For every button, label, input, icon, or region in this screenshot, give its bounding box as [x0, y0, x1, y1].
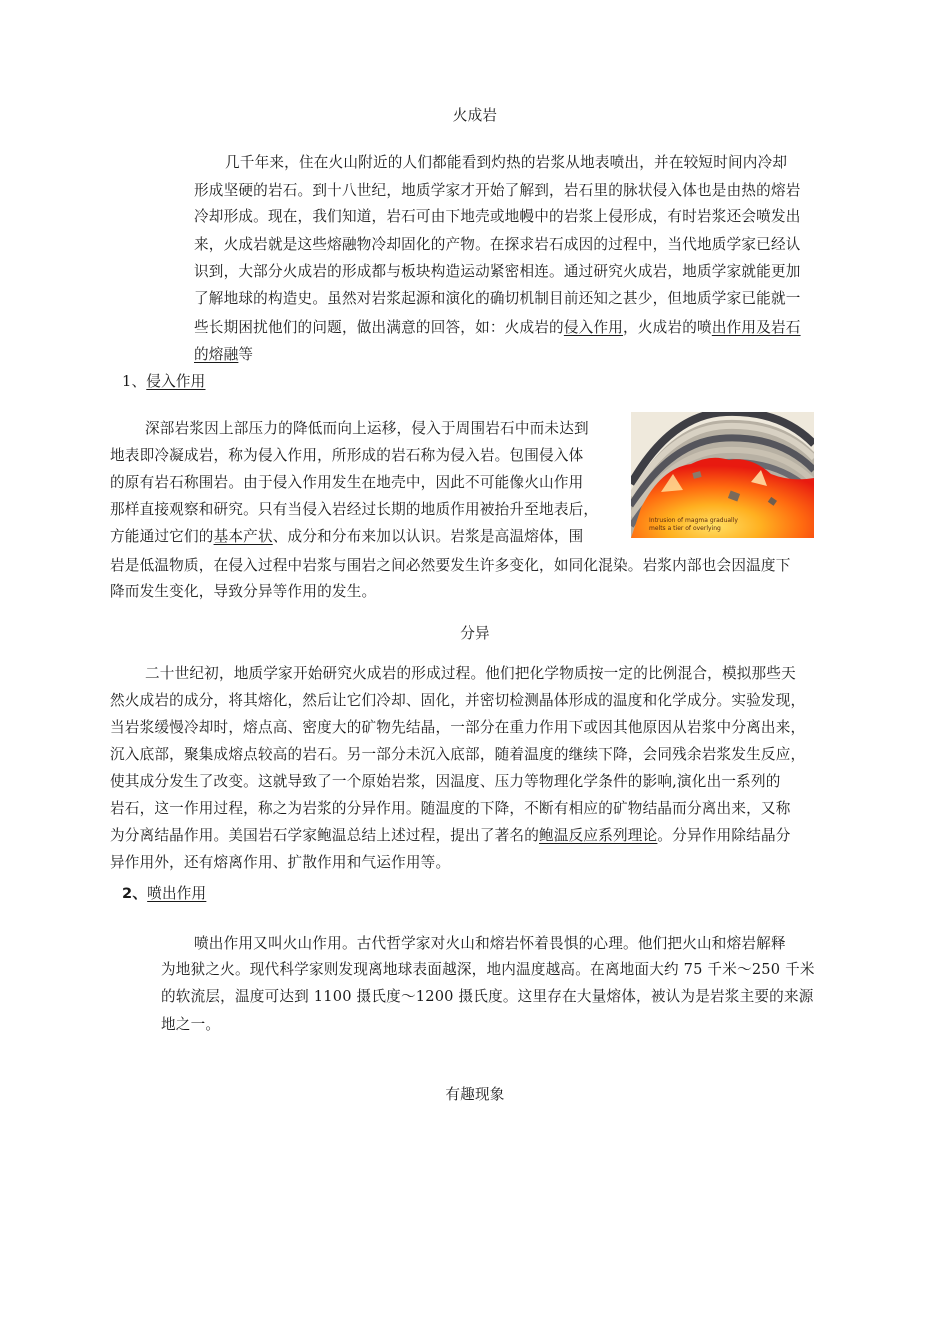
section-heading-intrusion: [122, 370, 205, 391]
figure-caption: Intrusion of magma gradually: [649, 517, 738, 524]
section-title-link[interactable]: 喷出作用: [147, 885, 207, 902]
eruption-line: 为地狱之火。现代科学家则发现离地球表面越深，地内温度越高。在离地面大约 75 千米～250 千米: [161, 961, 815, 978]
differentiation-line: 使其成分发生了改变。这就导致了一个原始岩浆，因温度、压力等物理化学条件的影响,演化出一系列的: [110, 773, 781, 790]
differentiation-line: 二十世纪初，地质学家开始研究火成岩的形成过程。他们把化学物质按一定的比例混合，模拟那些天: [145, 665, 796, 682]
intro-line: 冷却形成。现在，我们知道，岩石可由下地壳或地幔中的岩浆上侵形成，有时岩浆还会喷发出: [194, 208, 801, 225]
differentiation-line: 岩石，这一作用过程，称之为岩浆的分异作用。随温度的下降，不断有相应的矿物结晶而分离出来，又称: [110, 800, 791, 817]
intro-line: 来，火成岩就是这些熔融物冷却固化的产物。在探求岩石成因的过程中，当代地质学家已经认: [194, 236, 801, 253]
intrusion-line: 那样直接观察和研究。只有当侵入岩经过长期的地质作用被抬升至地表后，: [110, 501, 599, 518]
intrusion-line: 降而发生变化，导致分异等作用的发生。: [110, 583, 377, 600]
intro-line: 识到，大部分火成岩的形成都与板块构造运动紧密相连。通过研究火成岩，地质学家就能更加: [194, 263, 801, 280]
differentiation-text: 。分异作用除结晶分: [657, 827, 791, 844]
page-title: 火成岩: [452, 107, 498, 124]
subsection-title-differentiation: 分异: [460, 625, 490, 642]
bottom-heading: 有趣现象: [445, 1086, 505, 1103]
intro-line: 形成坚硬的岩石。到十八世纪，地质学家才开始了解到，岩石里的脉状侵入体也是由热的熔岩: [194, 182, 801, 199]
section-title-link[interactable]: 侵入作用: [146, 373, 206, 390]
eruption-line: 地之一。: [161, 1016, 221, 1033]
intro-line: 几千年来，住在火山附近的人们都能看到灼热的岩浆从地表喷出，并在较短时间内冷却: [225, 154, 788, 171]
intrusion-line: 地表即冷凝成岩，称为侵入作用，所形成的岩石称为侵入岩。包围侵入体: [110, 447, 584, 464]
differentiation-line: 沉入底部，聚集成熔点较高的岩石。另一部分未沉入底部，随着温度的继续下降，会同残余岩浆发生反应，: [110, 746, 806, 763]
intro-line: 了解地球的构造史。虽然对岩浆起源和演化的确切机制目前还知之甚少，但地质学家已能就一: [194, 290, 801, 307]
intrusion-line: [110, 525, 583, 546]
intro-line: [194, 343, 253, 364]
intro-line: [194, 316, 801, 337]
eruption-line: 喷出作用又叫火山作用。古代哲学家对火山和熔岩怀着畏惧的心理。他们把火山和熔岩解释: [194, 935, 786, 952]
eruption-line: 的软流层，温度可达到 1100 摄氏度～1200 摄氏度。这里存在大量熔体，被认为是岩浆主要的来源: [161, 988, 814, 1005]
differentiation-line: 当岩浆缓慢冷却时，熔点高、密度大的矿物先结晶，一部分在重力作用下或因其他原因从岩浆中分离出来，: [110, 719, 806, 736]
differentiation-line: 异作用外，还有熔离作用、扩散作用和气运作用等。: [110, 854, 451, 871]
intrusion-line: 的原有岩石称围岩。由于侵入作用发生在地壳中，因此不可能像火山作用: [110, 474, 584, 491]
link-eruption-melting[interactable]: 出作用及岩石: [711, 319, 801, 336]
intro-text: 些长期困扰他们的问题，做出满意的回答，如：火成岩的: [194, 319, 564, 336]
link-bowen-reaction-series[interactable]: 鲍温反应系列理论: [539, 827, 658, 844]
differentiation-text: 为分离结晶作用。美国岩石学家鲍温总结上述过程，提出了著名的: [110, 827, 540, 844]
link-intrusion[interactable]: 侵入作用: [563, 319, 624, 336]
link-melting[interactable]: 的熔融: [194, 346, 239, 363]
section-number: 2、: [122, 885, 148, 902]
intrusion-text: 方能通过它们的: [110, 528, 214, 545]
differentiation-line: 然火成岩的成分，将其熔化，然后让它们冷却、固化，并密切检测晶体形成的温度和化学成分。实验发现，: [110, 692, 806, 709]
intrusion-line: 岩是低温物质，在侵入过程中岩浆与围岩之间必然要发生许多变化，如同化混染。岩浆内部也会因温度下: [110, 557, 791, 574]
link-basic-occurrence[interactable]: 基本产状: [213, 528, 273, 545]
differentiation-line: [110, 824, 791, 845]
intro-text: 等: [238, 346, 254, 363]
figure-caption: melts a tier of overlying: [649, 525, 721, 532]
intrusion-line: 深部岩浆因上部压力的降低而向上运移，侵入于周围岩石中而未达到: [145, 420, 589, 437]
section-number: 1、: [122, 373, 147, 390]
intrusion-illustration: [631, 412, 814, 538]
intrusion-text: 、成分和分布来加以认识。岩浆是高温熔体，围: [272, 528, 584, 545]
intro-text: ，火成岩的喷: [623, 319, 712, 336]
section-heading-eruption: [122, 882, 206, 903]
